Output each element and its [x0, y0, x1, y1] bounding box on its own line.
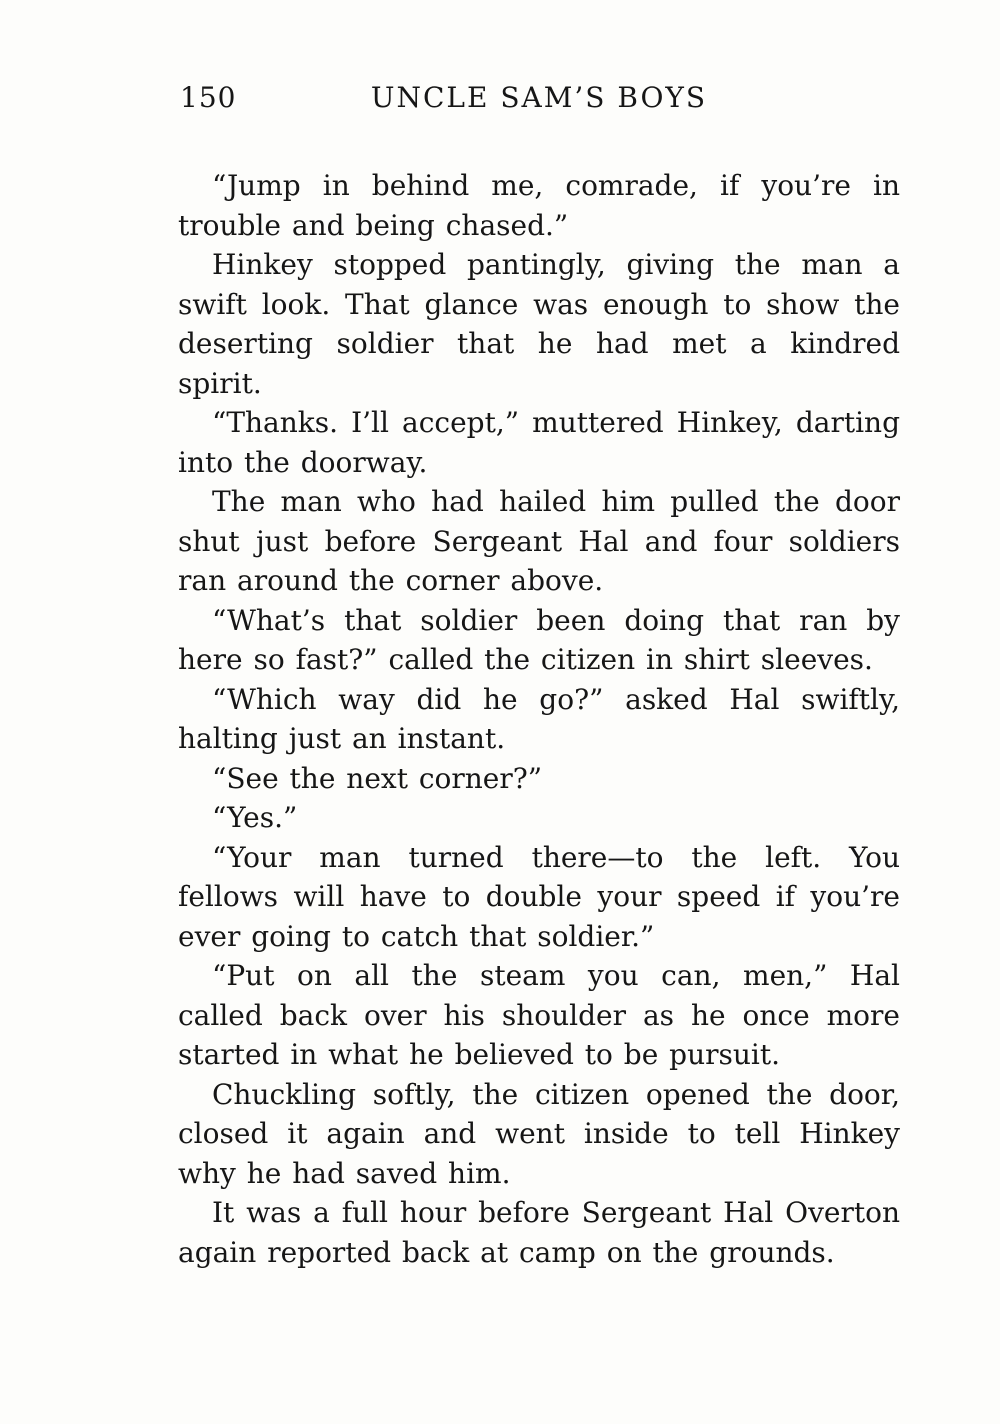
- paragraph: “See the next corner?”: [212, 761, 543, 795]
- page-number: 150: [180, 81, 237, 114]
- paragraph: Hinkey stopped pantingly, giving the man a swift look. That glance was enough to show the deserting soldier that he had met a kindred spirit.: [178, 248, 900, 400]
- paragraph: “Put on all the steam you can, men,” Hal called back over his shoulder as he once more started in what he believed to be pursuit.: [178, 959, 900, 1071]
- running-title: UNCLE SAM’S BOYS: [370, 81, 708, 114]
- paragraph: “Thanks. I’ll accept,” muttered Hinkey, darting into the doorway.: [178, 406, 900, 479]
- paragraph: “What’s that soldier been doing that ran by here so fast?” called the citizen in shirt sleeves.: [178, 603, 900, 676]
- paragraph: “Yes.”: [212, 801, 298, 834]
- paragraph: The man who had hailed him pulled the door shut just before Sergeant Hal and four soldiers ran around the corner above.: [178, 485, 900, 597]
- paragraph: “Which way did he go?” asked Hal swiftly, halting just an instant.: [178, 682, 900, 755]
- paragraph: It was a full hour before Sergeant Hal Overton again reported back at camp on the grounds.: [178, 1196, 900, 1269]
- paragraph: Chuckling softly, the citizen opened the door, closed it again and went inside to tell Hinkey why he had saved him.: [178, 1077, 900, 1190]
- page-header: [178, 80, 900, 116]
- body-text: [178, 166, 900, 1272]
- paragraph: “Your man turned there—to the left. You fellows will have to double your speed if you’re ever going to catch that soldier.”: [178, 840, 900, 953]
- paragraph: “Jump in behind me, comrade, if you’re in trouble and being chased.”: [178, 169, 900, 242]
